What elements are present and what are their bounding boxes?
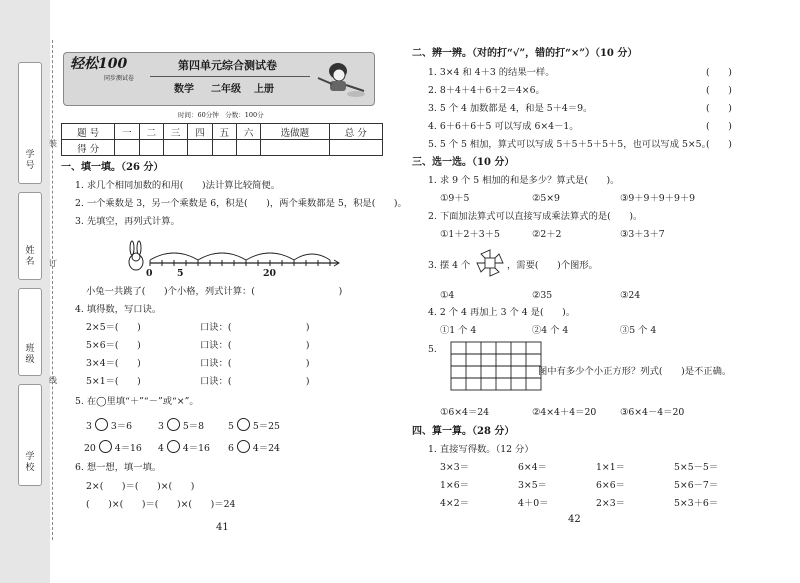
q1-5-item [86,418,132,433]
judge-item: 4. 6＋6＋6＋5 可以写成 6×4－1。 [428,121,579,132]
logo-subtitle: 同步测试卷 [104,75,135,82]
judge-item: 2. 8＋4＋4＋6＋2＝4×6。 [428,85,545,96]
page-number-right: 42 [568,514,581,525]
binding-dashed-line [52,40,53,540]
q1-1: 1. 求几个相同加数的和用( )法计算比较简便。 [75,180,281,191]
calc-item[interactable]: 4×2＝ [440,498,469,509]
q1-5-operand: 3 [86,421,92,432]
score-table [61,123,383,156]
score-cell[interactable] [188,140,212,156]
calc-title: 1. 直接写得数。（12 分） [428,444,534,455]
choice-2-opt[interactable]: ②2＋2 [532,229,562,240]
q1-6: 6. 想一想，填一填。 [75,462,162,473]
q1-5-item [228,440,280,455]
operator-circle[interactable] [237,418,250,431]
q1-5-item [158,440,210,455]
judge-answer[interactable]: ( ) [706,139,732,150]
score-header-cell: 三 [163,124,187,140]
choice-4: 4. 2 个 4 再加上 3 个 4 是( )。 [428,307,576,318]
choice-3-pre: 3. 摆 4 个 [428,260,471,271]
side-label-student-id: 学号 [25,150,35,171]
choice-5-opt[interactable]: ③6×4－4＝20 [620,407,685,418]
logo: 轻松100 [70,56,128,72]
q1-5-rest: 5＝8 [182,421,204,432]
q1-4: 4. 填得数，写口诀。 [75,304,162,315]
choice-1-opt[interactable]: ②5×9 [532,193,560,204]
q1-5: 5. 在◯里填“＋”“－”或“×”。 [75,396,199,407]
calc-item[interactable]: 6×6＝ [596,480,625,491]
q1-5-operand: 3 [158,421,164,432]
choice-5-number: 5. [428,344,437,355]
operator-circle[interactable] [99,440,112,453]
calc-item[interactable]: 6×4＝ [518,462,547,473]
score-header-cell: 一 [115,124,139,140]
side-label-class: 班级 [25,344,35,365]
choice-5-opt[interactable]: ②4×4＋4＝20 [532,407,597,418]
score-header-cell: 四 [188,124,212,140]
section-1-title: 一、填一填。（26 分） [61,162,164,173]
choice-2: 2. 下面加法算式可以直接写成乘法算式的是( )。 [428,211,643,222]
score-header-cell: 六 [236,124,260,140]
judge-answer[interactable]: ( ) [706,85,732,96]
choice-2-opt[interactable]: ①1＋2＋3＋5 [440,229,500,240]
q1-5-rest: 3＝6 [110,421,132,432]
judge-answer[interactable]: ( ) [706,103,732,114]
choice-5-opt[interactable]: ①6×4＝24 [440,407,490,418]
q1-6-line1: 2×( )＝( )×( ) [86,481,195,492]
q1-5-rest: 5＝25 [252,421,280,432]
operator-circle[interactable] [167,418,180,431]
q1-2: 2. 一个乘数是 3，另一个乘数是 6，积是( )，两个乘数都是 5，积是( )。 [75,198,407,209]
pinwheel-shape-icon [475,248,505,278]
choice-2-opt[interactable]: ③3＋3＋7 [620,229,665,240]
choice-4-opt[interactable]: ③5 个 4 [620,325,657,336]
calc-item[interactable]: 5×3＋6＝ [674,498,719,509]
side-label-school: 学校 [25,452,35,473]
q1-3: 3. 先填空，再列式计算。 [75,216,180,227]
q1-5-operand: 20 [84,443,96,454]
choice-1: 1. 求 9 个 5 相加的和是多少？算式是( )。 [428,175,620,186]
score-header-cell: 二 [139,124,163,140]
time-score-meta: 时间：60分钟 分数：100分 [178,111,264,119]
q1-5-operand: 6 [228,443,234,454]
score-header-cell: 总 分 [329,124,382,140]
volume: 上册 [254,84,274,95]
choice-3-opt[interactable]: ②35 [532,290,553,301]
square-grid-figure [450,341,542,391]
section-2-title: 二、辨一辨。（对的打“√”，错的打“×”）（10 分） [412,48,638,59]
score-cell[interactable] [212,140,236,156]
binding-char-2: 订 [49,259,57,268]
calc-item[interactable]: 4＋0＝ [518,498,549,509]
calc-item[interactable]: 1×1＝ [596,462,625,473]
q1-5-item [158,418,204,433]
q1-5-item [84,440,142,455]
judge-answer[interactable]: ( ) [706,121,732,132]
section-3-title: 三、选一选。（10 分） [412,157,515,168]
choice-4-opt[interactable]: ②4 个 4 [532,325,569,336]
calc-item[interactable]: 3×5＝ [518,480,547,491]
choice-3-opt[interactable]: ①4 [440,290,455,301]
calc-item[interactable]: 5×6－7＝ [674,480,719,491]
judge-answer[interactable]: ( ) [706,67,732,78]
q1-5-operand: 5 [228,421,234,432]
score-label-cell: 得 分 [62,140,115,156]
test-title: 第四单元综合测试卷 [178,59,277,72]
q1-4-expr: 5×6＝( ) [86,340,141,351]
ruler-label-20: 20 [263,268,276,279]
q1-6-line2: ( )×( )＝( )×( )＝24 [86,499,236,510]
score-cell[interactable] [261,140,329,156]
judge-item: 3. 5 个 4 加数都是 4，和是 5＋4＝9。 [428,103,593,114]
score-cell[interactable] [329,140,382,156]
grade: 二年级 [211,84,241,95]
q1-4-expr: 2×5＝( ) [86,322,141,333]
binding-strip [0,0,50,583]
operator-circle[interactable] [167,440,180,453]
q1-4-expr: 3×4＝( ) [86,358,141,369]
score-cell[interactable] [115,140,139,156]
q1-5-rest: 4＝24 [252,443,280,454]
page-number-left: 41 [216,522,229,533]
ruler-label-5: 5 [177,268,184,279]
calc-item[interactable]: 5×5－5＝ [674,462,719,473]
ruler-label-0: 0 [146,268,153,279]
q1-4-kj: 口诀：( ) [200,358,310,369]
q1-4-kj: 口诀：( ) [200,322,310,333]
calc-item[interactable]: 3×3＝ [440,462,469,473]
score-cell[interactable] [139,140,163,156]
q1-5-rest: 4＝16 [114,443,142,454]
score-header-cell: 五 [212,124,236,140]
binding-char-1: 装 [49,139,57,148]
q1-4-expr: 5×1＝( ) [86,376,141,387]
judge-item: 5. 5 个 5 相加，算式可以写成 5＋5＋5＋5＋5，也可以写成 5×5。 [428,139,711,150]
judge-item: 1. 3×4 和 4＋3 的结果一样。 [428,67,555,78]
choice-3-opt[interactable]: ③24 [620,290,641,301]
q1-5-rest: 4＝16 [182,443,210,454]
q1-5-item [228,418,280,433]
binding-char-3: 线 [49,376,57,385]
choice-1-opt[interactable]: ①9＋5 [440,193,470,204]
cartoon-boy-icon [312,58,368,100]
operator-circle[interactable] [95,418,108,431]
q1-4-kj: 口诀：( ) [200,340,310,351]
calc-item[interactable]: 2×3＝ [596,498,625,509]
q1-3-answer: 小兔一共跳了( )个小格，列式计算：( ) [86,286,343,297]
score-header-cell: 题 号 [62,124,115,140]
choice-3-post: ，需要( )个图形。 [507,260,598,271]
score-header-cell: 选做题 [261,124,329,140]
q1-4-kj: 口诀：( ) [200,376,310,387]
choice-4-opt[interactable]: ①1 个 4 [440,325,477,336]
choice-1-opt[interactable]: ③9＋9＋9＋9＋9 [620,193,696,204]
section-4-title: 四、算一算。（28 分） [412,426,515,437]
operator-circle[interactable] [237,440,250,453]
title-rule [150,76,310,77]
number-line-diagram [120,240,350,278]
calc-item[interactable]: 1×6＝ [440,480,469,491]
side-label-name: 姓名 [25,246,35,267]
q1-5-operand: 4 [158,443,164,454]
score-cell[interactable] [163,140,187,156]
choice-5: 图中有多少个小正方形？列式( )是不正确。 [538,366,732,377]
score-cell[interactable] [236,140,260,156]
rabbit-icon [129,241,143,270]
subject: 数学 [174,84,194,95]
